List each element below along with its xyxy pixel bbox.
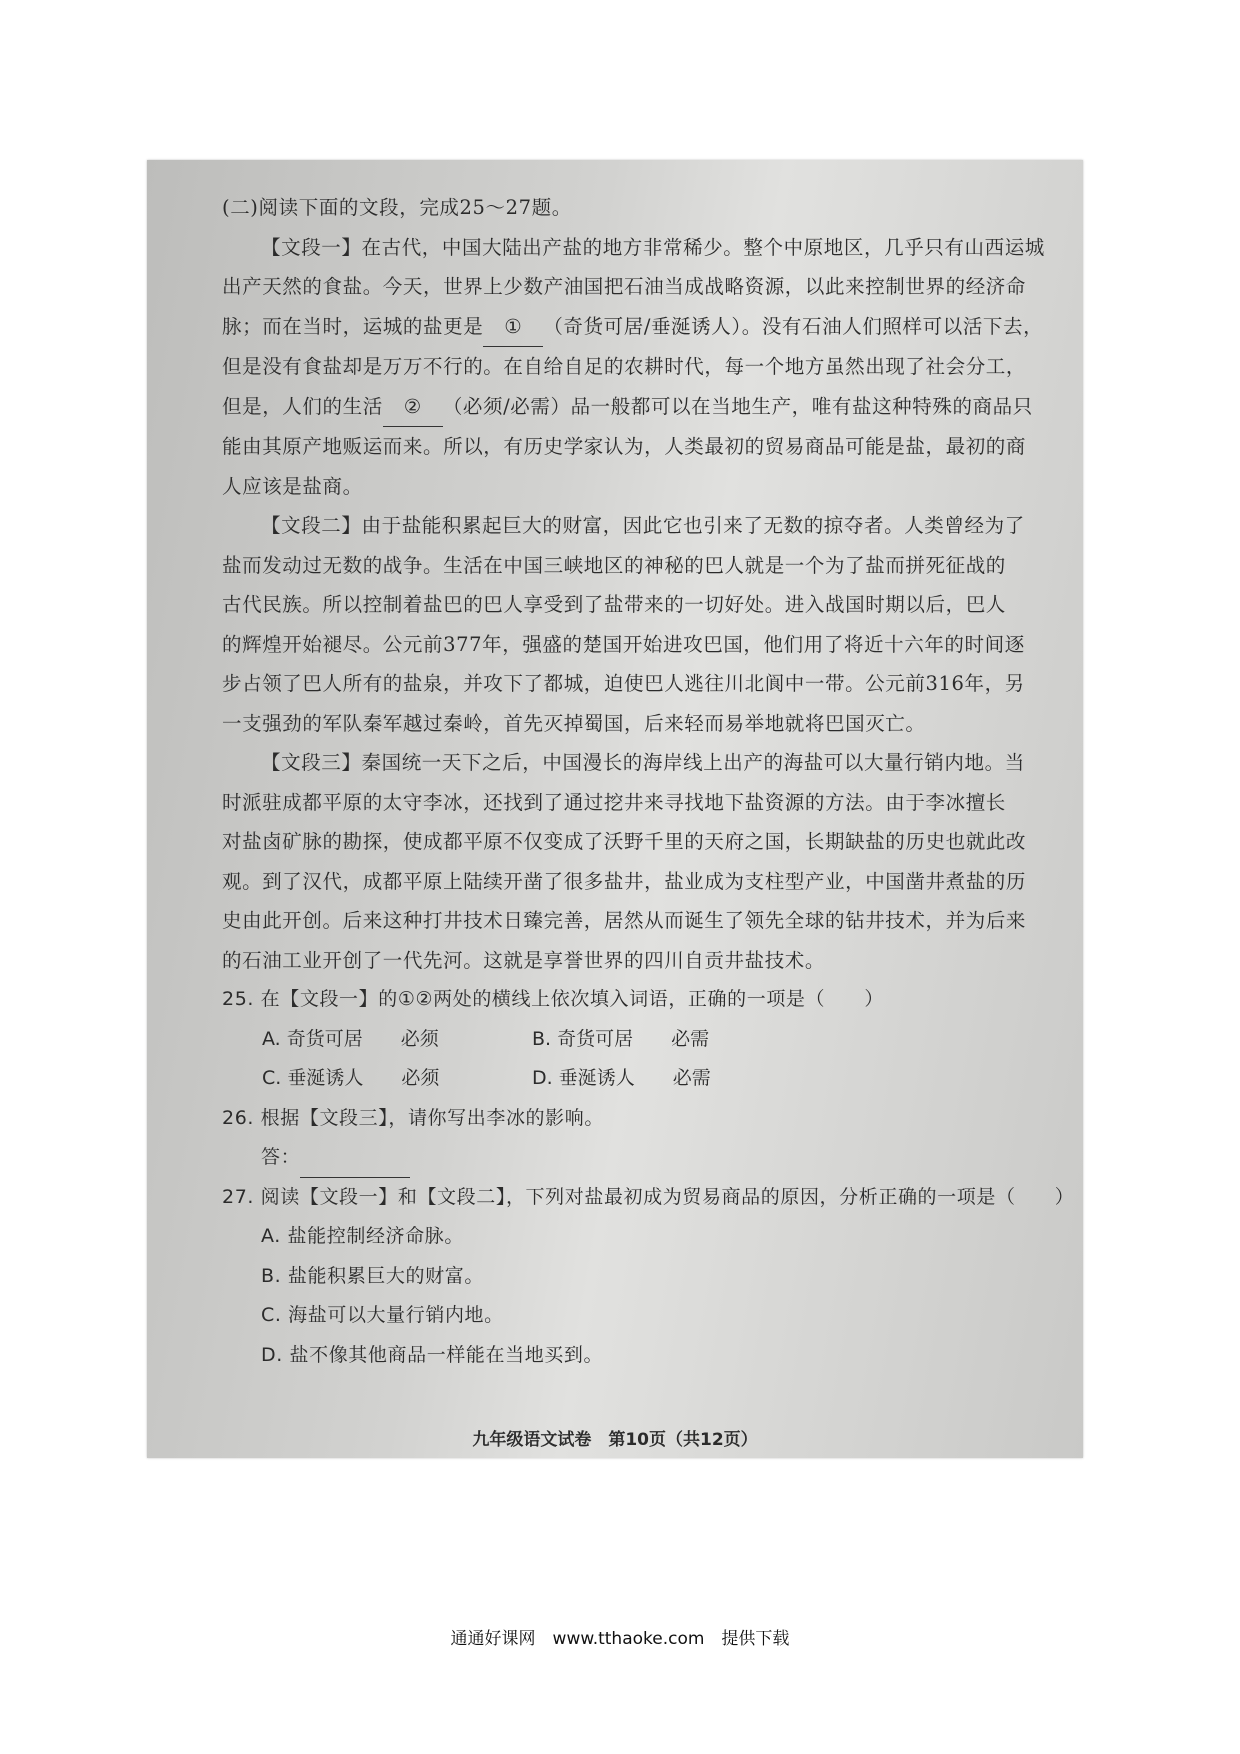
reading-section: [222, 188, 1075, 1375]
passage-1: [222, 228, 1045, 507]
passage-line: 对盐卤矿脉的勘探，使成都平原不仅变成了沃野千里的天府之国，长期缺盐的历史也就此改: [222, 830, 1027, 853]
option-a: A. 盐能控制经济命脉。: [261, 1225, 464, 1247]
option-row: [222, 1020, 1022, 1060]
passage-line: 古代民族。所以控制着盐巴的巴人享受到了盐带来的一切好处。进入战国时期以后，巴人: [222, 593, 1006, 616]
passage-line: 【文段三】秦国统一天下之后，中国漫长的海岸线上出产的海盐可以大量行销内地。当: [261, 751, 1025, 774]
option-d: D. 盐不像其他商品一样能在当地买到。: [261, 1343, 604, 1366]
passage-line: 能由其原产地贩运而来。所以，有历史学家认为，人类最初的贸易商品可能是盐，最初的商: [222, 435, 1027, 458]
question-stem: 27. 阅读【文段一】和【文段二】，下列对盐最初成为贸易商品的原因，分析正确的一项是（ ）: [222, 1185, 1075, 1208]
text-segment: （必须/必需）品一般都可以在当地生产，唯有盐这种特殊的商品只: [442, 394, 1033, 418]
answer-line: [300, 1155, 410, 1178]
option-a: A. 奇货可居 必须: [262, 1027, 439, 1050]
passage-line: 【文段二】由于盐能积累起巨大的财富，因此它也引来了无数的掠夺者。人类曾经为了: [261, 514, 1025, 537]
passage-line: 时派驻成都平原的太守李冰，还找到了通过挖井来寻找地下盐资源的方法。由于李冰擅长: [222, 790, 1006, 814]
option-b: B. 奇货可居 必需: [532, 1027, 710, 1050]
passage-line: 一支强劲的军队秦军越过秦岭，首先灭掉蜀国，后来轻而易举地就将巴国灭亡。: [222, 711, 926, 735]
passage-line: 盐而发动过无数的战争。生活在中国三峡地区的神秘的巴人就是一个为了盐而拼死征战的: [222, 553, 1006, 577]
answer-row: [222, 1138, 1022, 1178]
option-b: B. 盐能积累巨大的财富。: [261, 1264, 484, 1287]
text-segment: 但是，人们的生活: [222, 394, 383, 418]
option-row: [222, 1059, 1022, 1099]
passage-line: 步占领了巴人所有的盐泉，并攻下了都城，迫使巴人逃往川北阆中一带。公元前316年，另: [222, 672, 1025, 695]
exam-page-photo: [147, 160, 1083, 1458]
text-segment: （奇货可居/垂涎诱人）。没有石油人们照样可以活下去，: [543, 314, 1044, 338]
passage-line: 史由此开创。后来这种打井技术日臻完善，居然从而诞生了领先全球的钻井技术，并为后来: [222, 909, 1027, 932]
option-c: C. 垂涎诱人 必须: [262, 1067, 440, 1089]
passage-line: 的辉煌开始褪尽。公元前377年，强盛的楚国开始进攻巴国，他们用了将近十六年的时间逐: [222, 632, 1025, 656]
passage-line: [222, 387, 1033, 428]
option-d: D. 垂涎诱人 必需: [532, 1067, 711, 1089]
option-c: C. 海盐可以大量行销内地。: [261, 1304, 504, 1326]
section-intro: (二)阅读下面的文段，完成25～27题。: [222, 196, 572, 219]
passage-3: [222, 743, 1027, 980]
fill-blank-2: ②: [383, 387, 443, 428]
passage-line: 观。到了汉代，成都平原上陆续开凿了很多盐井，盐业成为支柱型产业，中国凿井煮盐的历: [222, 869, 1027, 893]
passage-line: 但是没有食盐却是万万不行的。在自给自足的农耕时代，每一个地方虽然出现了社会分工，: [222, 355, 1027, 378]
passage-line: 人应该是盐商。: [222, 474, 363, 498]
question-stem: 26. 根据【文段三】，请你写出李冰的影响。: [222, 1106, 604, 1129]
passage-2: [222, 506, 1025, 743]
text-segment: 脉；而在当时，运城的盐更是: [222, 314, 484, 338]
question-stem: 25. 在【文段一】的①②两处的横线上依次填入词语，正确的一项是（ ）: [222, 988, 884, 1010]
passage-line: 的石油工业开创了一代先河。这就是享誉世界的四川自贡井盐技术。: [222, 948, 826, 972]
question-27: [222, 1178, 1075, 1376]
question-25: [222, 980, 1022, 1099]
download-note: 通通好课网 www.tthaoke.com 提供下载: [450, 1629, 790, 1649]
question-26: [222, 1099, 1022, 1178]
passage-line: 出产天然的食盐。今天，世界上少数产油国把石油当成战略资源，以此来控制世界的经济命: [222, 275, 1027, 298]
fill-blank-1: ①: [483, 307, 543, 348]
answer-label: 答：: [261, 1146, 301, 1168]
passage-line: 【文段一】在古代，中国大陆出产盐的地方非常稀少。整个中原地区，几乎只有山西运城: [261, 235, 1045, 259]
page-footer: 九年级语文试卷 第10页（共12页）: [472, 1430, 758, 1450]
passage-line: [222, 307, 1044, 348]
